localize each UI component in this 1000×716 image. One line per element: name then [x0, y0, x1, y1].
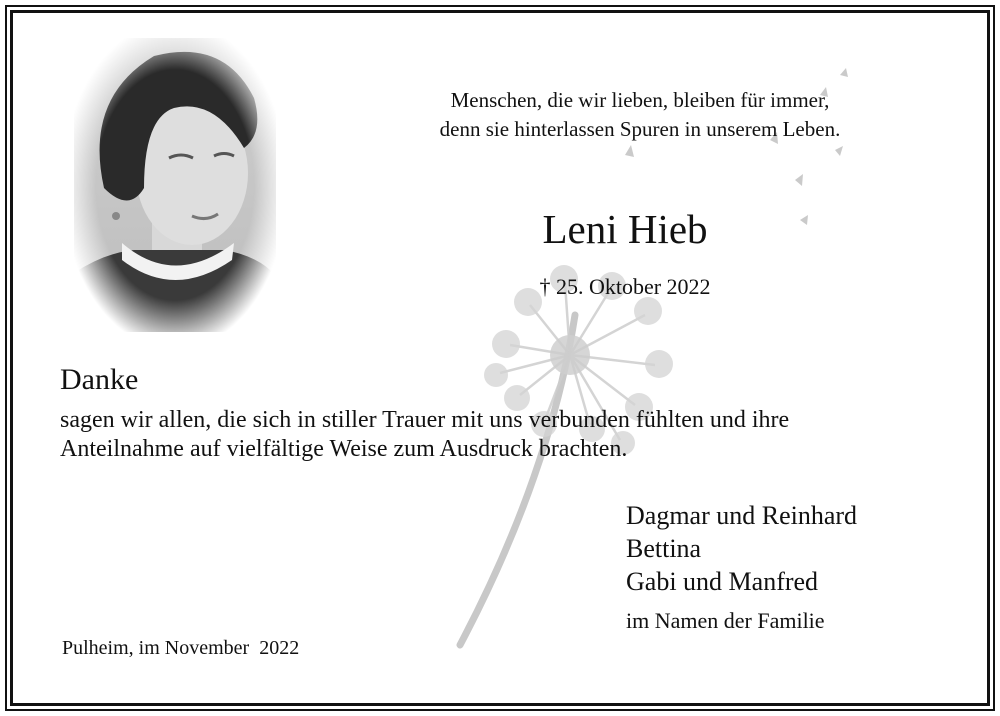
portrait-photo — [74, 38, 276, 332]
thanks-text — [60, 406, 940, 464]
quote-line-2: denn sie hinterlassen Spuren in unserem Leben. — [439, 117, 841, 141]
thanks-line-1: sagen wir allen, die sich in stiller Trauer mit uns verbunden fühlten und ihre — [60, 407, 790, 433]
quote-line-1: Menschen, die wir lieben, bleiben für immer, — [450, 88, 830, 112]
signer: Dagmar und Reinhard — [626, 501, 858, 530]
signer: Bettina — [626, 534, 702, 563]
signer: Gabi und Manfred — [626, 567, 819, 596]
family-note: im Namen der Familie — [626, 608, 825, 633]
memorial-quote — [340, 86, 940, 144]
death-date: † 25. Oktober 2022 — [539, 274, 711, 299]
signers-list — [626, 499, 956, 598]
thanks-line-2: Anteilnahme auf vielfältige Weise zum Ausdruck brachten. — [60, 436, 628, 462]
thanks-heading: Danke — [60, 363, 139, 396]
place-and-date: Pulheim, im November 2022 — [62, 637, 300, 659]
deceased-name: Leni Hieb — [542, 206, 708, 252]
